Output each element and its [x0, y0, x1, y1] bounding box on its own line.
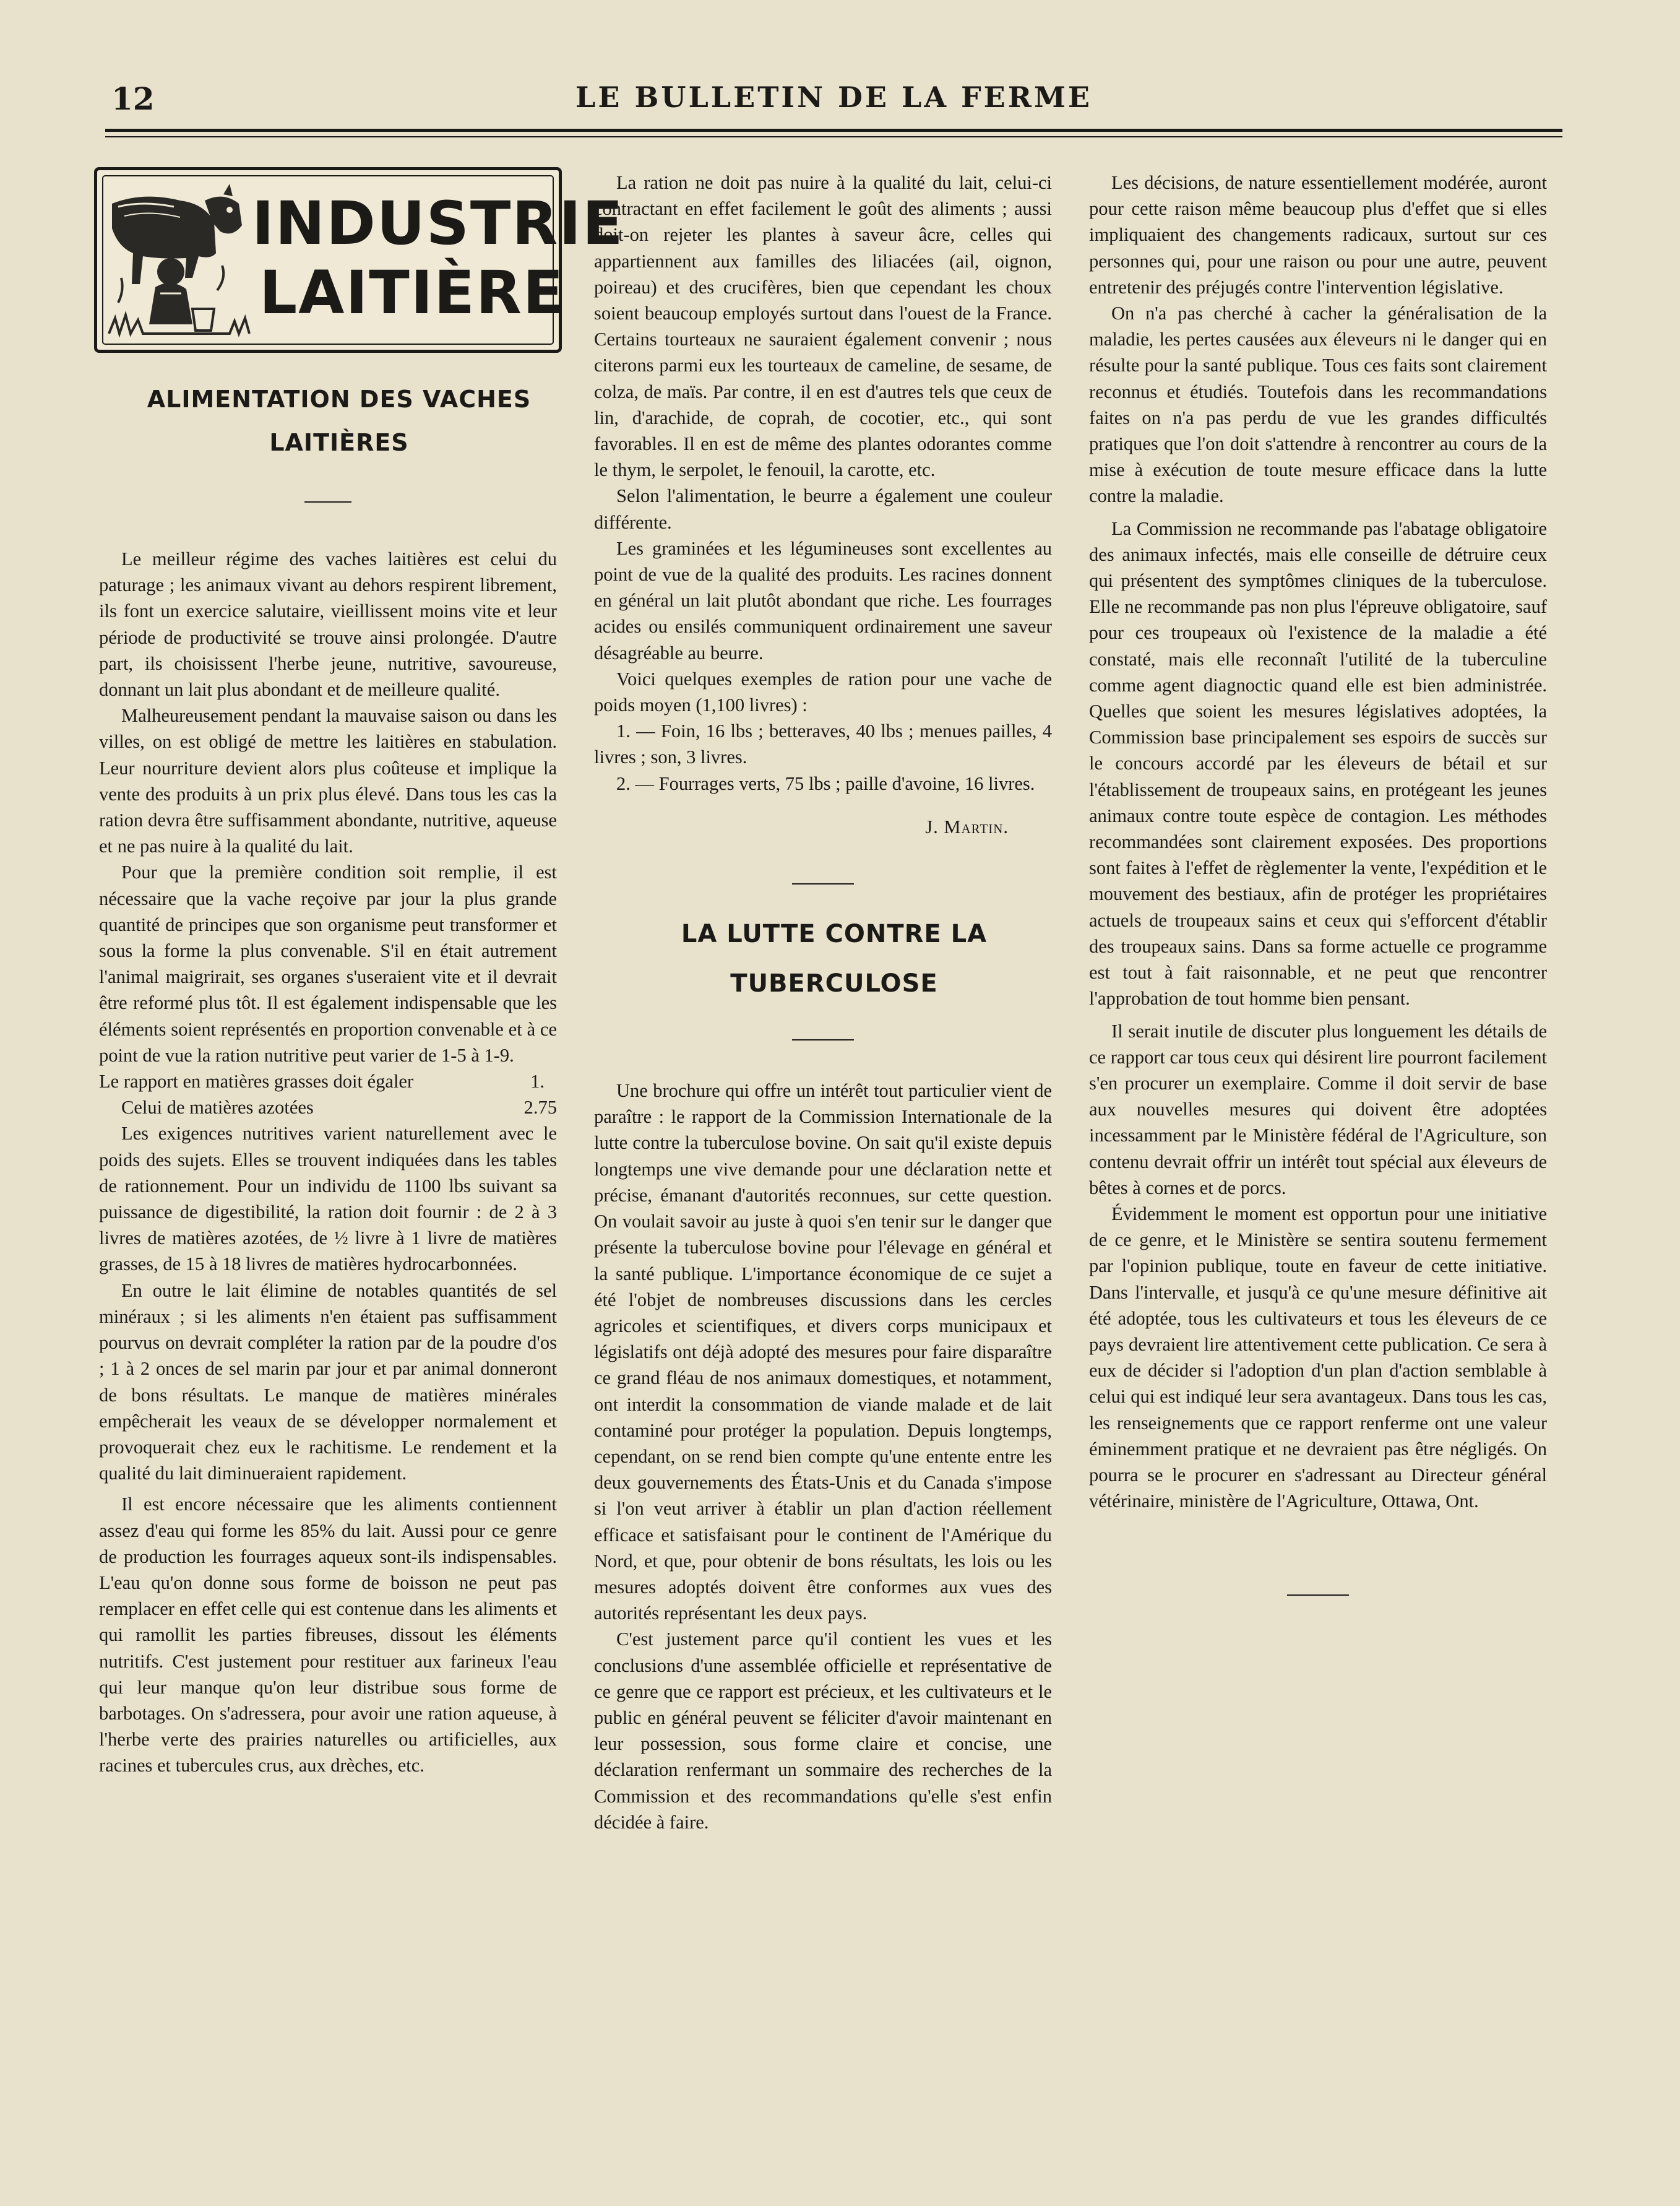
- ratio-label: Le rapport en matières grasses doit égaler: [99, 1071, 414, 1092]
- article1-paragraph: La ration ne doit pas nuire à la qualité du lait, celui-ci contractant en effet facilement le goût des aliments ; aussi doit-on rejeter les plantes à saveur âcre, celles qui appartiennent aux familles des liliacées (ail, oignon, poireau) et des crucifères, bien que cependant les choux soient beaucoup employés surtout dans l'ouest de la France. Certains tourteaux ne sauraient également convenir ; nous citerons parmi eux les tourteaux de cameline, de sesame, de colza, de maïs. Par contre, il en est d'autres tels que ceux de lin, d'arachide, de coprah, de cocotier, etc., qui sont favorables. Il en est de même des plantes odorantes comme le thym, le serpolet, le fenouil, la carotte, etc.: [594, 172, 1052, 481]
- article2-paragraph: Une brochure qui offre un intérêt tout particulier vient de paraître : le rapport de la Commission Internationale de la lutte contre la tuberculose bovine. On sait qu'il existe depuis longtemps une vive demande pour une déclaration nette et précise, émanant d'autorités reconnues, sur cette question. On voulait savoir au juste à quoi s'en tenir sur le danger que présente la tuberculose bovine pour l'élevage en général et la santé publique. L'importance économique de ce sujet a été l'objet de nombreuses discussions dans les cercles agricoles et scientifiques, et divers corps municipaux et législatifs ont déjà adopté des mesures pour faire disparaître ce grand fléau de nos animaux domestiques, et notamment, ont interdit la consommation de viande malade et de lait contaminé pour protéger la population. Depuis longtemps, cependant, on se rend bien compte qu'une entente entre les deux gouvernements des États-Unis et du Canada s'impose si l'on veut arriver à établir un plan d'action réellement efficace et satisfaisant pour le continent de l'Amérique du Nord, et que, pour obtenir de bons résultats, les lois ou les mesures adoptés doivent être conformes aux vues des autorités représentant les deux pays.: [594, 1080, 1052, 1624]
- title-separator: [792, 1039, 854, 1040]
- article2-paragraph: Il serait inutile de discuter plus longuement les détails de ce rapport car tous ceux qui désirent lire pourront facilement s'en procurer un exemplaire. Comme il doit servir de base aux nouvelles mesures qui doivent être adoptées incessamment par le Ministère fédéral de l'Agriculture, son contenu devrait offrir un intérêt tout spécial aux éleveurs de bêtes à cornes et de porcs.: [1089, 1020, 1547, 1198]
- article1-paragraph: Selon l'alimentation, le beurre a également une couleur différente.: [594, 485, 1052, 533]
- article1-paragraph: Les graminées et les légumineuses sont excellentes au point de vue de la qualité des produits. Les racines donnent en général un lait plutôt abondant que riche. Les fourrages acides ou ensilés communiquent ordinairement une saveur désagréable au beurre.: [594, 537, 1052, 664]
- column-1: [99, 167, 624, 1779]
- ratio-row-grasses: [99, 1068, 557, 1094]
- article1-paragraph: Les exigences nutritives varient naturellement avec le poids des sujets. Elles se trouvent indiquées dans les tables de rationnement. Pour un individu de 1100 lbs suivant sa puissance de digestibilité, la ration doit fournir : de 2 à 3 livres de matières azotées, de ½ livre à 1 livre de matières grasses, de 15 à 18 livres de matières hydrocarbonnées.: [99, 1123, 557, 1275]
- article1-paragraph: Il est encore nécessaire que les aliments contiennent assez d'eau qui forme les 85% du lait. Aussi pour ce genre de production les fourrages aqueux sont-ils indispensables. L'eau qu'on donne sous forme de boisson ne peut pas remplacer en effet celle qui est contenue dans les aliments et qui ramollit les parties fibreuses, dissout les éléments nutritifs. C'est justement pour restituer aux farineux l'eau qui leur manque qu'on leur distribue sous forme de barbotages. On s'adressera, pour avoir une ration aqueuse, à l'herbe verte des prairies naturelles ou artificielles, aux racines et tubercules crus, aux drèches, etc.: [99, 1494, 557, 1776]
- section-banner: [94, 167, 624, 353]
- article1-paragraph: En outre le lait élimine de notables quantités de sel minéraux ; si les aliments n'en étaient pas suffisamment pourvus on devrait compléter la ration par de la poudre d'os ; 1 à 2 onces de sel marin par jour et par animal donneront de bons résultats. Le manque de matières minérales empêcherait les veaux de se développer normalement et provoquerait chez eux le rachitisme. Le rendement et la qualité du lait diminueraient rapidement.: [99, 1279, 557, 1484]
- column-2: [594, 170, 1052, 1835]
- header-rule-thick: [105, 129, 1562, 132]
- article2-paragraph: On n'a pas cherché à cacher la généralisation de la maladie, les pertes causées aux éleveurs ni le danger qui en résulte pour la santé publique. Tous ces faits sont clairement reconnus et étudiés. Toutefois dans les recommandations faites on n'a pas perdu de vue les grandes difficultés pratiques que l'on doit s'attendre à rencontrer au cours de la mise à exécution de toute mesure efficace dans la lutte contre la maladie.: [1089, 303, 1547, 507]
- article2-paragraph: C'est justement parce qu'il contient les vues et les conclusions d'une assemblée officielle et représentative de ce genre que ce rapport est précieux, et les cultivateurs et le public en général peuvent se féliciter d'avoir maintenant en leur possession, sous forme claire et concise, une déclaration renfermant un sommaire des recherches de la Commission et des recommandations qu'elle s'est enfin décidée à faire.: [594, 1629, 1052, 1833]
- end-separator: [1287, 1594, 1349, 1596]
- ration-example-2: 2. — Fourrages verts, 75 lbs ; paille d'avoine, 16 livres.: [616, 772, 1035, 794]
- article1-title-line1: ALIMENTATION DES VACHES: [147, 386, 532, 413]
- article2-title-line2: TUBERCULOSE: [730, 969, 938, 998]
- banner-word-laitiere: LAITIÈRE: [259, 258, 565, 327]
- title-separator: [304, 501, 351, 503]
- article1-paragraph: Le meilleur régime des vaches laitières est celui du paturage ; les animaux vivant au dehors respirent librement, ils font un exercice salutaire, vieillissent moins vite et leur période de productivité se trouve ainsi prolongée. D'autre part, ils choisissent l'herbe jeune, nutritive, savoureuse, donnant un lait plus abondant et de meilleure qualité.: [99, 548, 557, 701]
- ratio-row-azotees: [99, 1094, 557, 1120]
- ratio-label: Celui de matières azotées: [121, 1097, 314, 1118]
- article1-title-line2: LAITIÈRES: [269, 429, 409, 456]
- article2-paragraph: La Commission ne recommande pas l'abatage obligatoire des animaux infectés, mais elle conseille de détruire ceux qui présentent des symptômes cliniques de la tuberculose. Elle ne recommande pas non plus l'épreuve obligatoire, sauf pour ces troupeaux où l'existence de la maladie a été constaté, mais elle reconnaît l'utilité de la tuberculine comme agent diagnoctic quand elle est bien administrée. Quelles que soient les mesures législatives adoptées, la Commission base principalement ses espoirs de succès sur le concours accordé par les éleveurs de bétail et sur l'établissement de troupeaux sains, en protégeant les jeunes animaux contre toute espèce de contagion. Les méthodes recommandées sont clairement exposées. Des proportions sont faites à l'effet de règlementer la vente, l'expédition et le mouvement des bestiaux, afin de protéger les propriétaires actuels de troupeaux sains et ceux qui s'efforcent d'établir des troupeaux sains. Dans sa forme actuelle ce programme est tout à fait raisonnable, et ne peut que rencontrer l'approbation de tout homme bien pensant.: [1089, 517, 1547, 1010]
- milkmaid-with-cow-illustration: [106, 179, 254, 343]
- article1-author: J. Martin.: [925, 816, 1009, 837]
- ration-example-1: 1. — Foin, 16 lbs ; betteraves, 40 lbs ; menues pailles, 4 livres ; son, 3 livres.: [594, 720, 1052, 768]
- column-3: [1089, 170, 1547, 1639]
- header-rule-thin: [105, 136, 1562, 137]
- article2-paragraph: Évidemment le moment est opportun pour une initiative de ce genre, et le Ministère se sentira soutenu fermement par l'opinion publique, toute en faveur de cette initiative. Dans l'intervalle, et jusqu'à ce qu'une mesure définitive ait été adoptée, tous les cultivateurs et tous les éleveurs de ce pays devraient lire attentivement cette publication. Ce sera à eux de décider si l'adoption d'un plan d'action semblable à celui qui est indiqué leur sera avantageux. Dans tous les cas, les renseignements que ce rapport renferme ont une valeur éminemment pratique et ne devraient pas être négligés. On pourra se le procurer en s'adressant au Directeur général vétérinaire, ministère de l'Agriculture, Ottawa, Ont.: [1089, 1203, 1547, 1512]
- banner-word-industrie: INDUSTRIE: [252, 189, 624, 258]
- article1-paragraph: Malheureusement pendant la mauvaise saison ou dans les villes, on est obligé de mettre les laitières en stabulation. Leur nourriture devient alors plus coûteuse et implique la vente des produits à un prix plus élevé. Dans tous les cas la ration devra être suffisamment abondante, nutritive, aqueuse et ne pas nuire à la qualité du lait.: [99, 705, 557, 857]
- ratio-value: 2.75: [523, 1097, 557, 1118]
- article-separator: [792, 883, 854, 885]
- article1-paragraph: Pour que la première condition soit remplie, il est nécessaire que la vache reçoive par jour la plus grande quantité de principes que son organisme peut transformer et sous la forme la plus convenable. S'il en était autrement l'animal maigrirait, ses organes s'useraient vite et il devrait être reformé plus tôt. Il est également indispensable que les éléments soient représentés en proportion convenable et à ce point de vue la ration nutritive peut varier de 1-5 à 1-9.: [99, 862, 557, 1066]
- page-number: 12: [111, 80, 155, 117]
- running-title: LE BULLETIN DE LA FERME: [575, 80, 1092, 114]
- article2-title-line1: LA LUTTE CONTRE LA: [681, 920, 988, 949]
- page-header: [105, 80, 1562, 130]
- article1-paragraph: Voici quelques exemples de ration pour une vache de poids moyen (1,100 livres) :: [594, 668, 1052, 716]
- article2-paragraph: Les décisions, de nature essentiellement modérée, auront pour cette raison même beaucoup plus d'effet que si elles impliquaient des changements radicaux, surtout sur ces personnes qui, pour une raison ou pour une autre, peuvent entretenir des préjugés contre l'intervention législative.: [1089, 172, 1547, 298]
- ratio-value: 1.: [530, 1071, 545, 1092]
